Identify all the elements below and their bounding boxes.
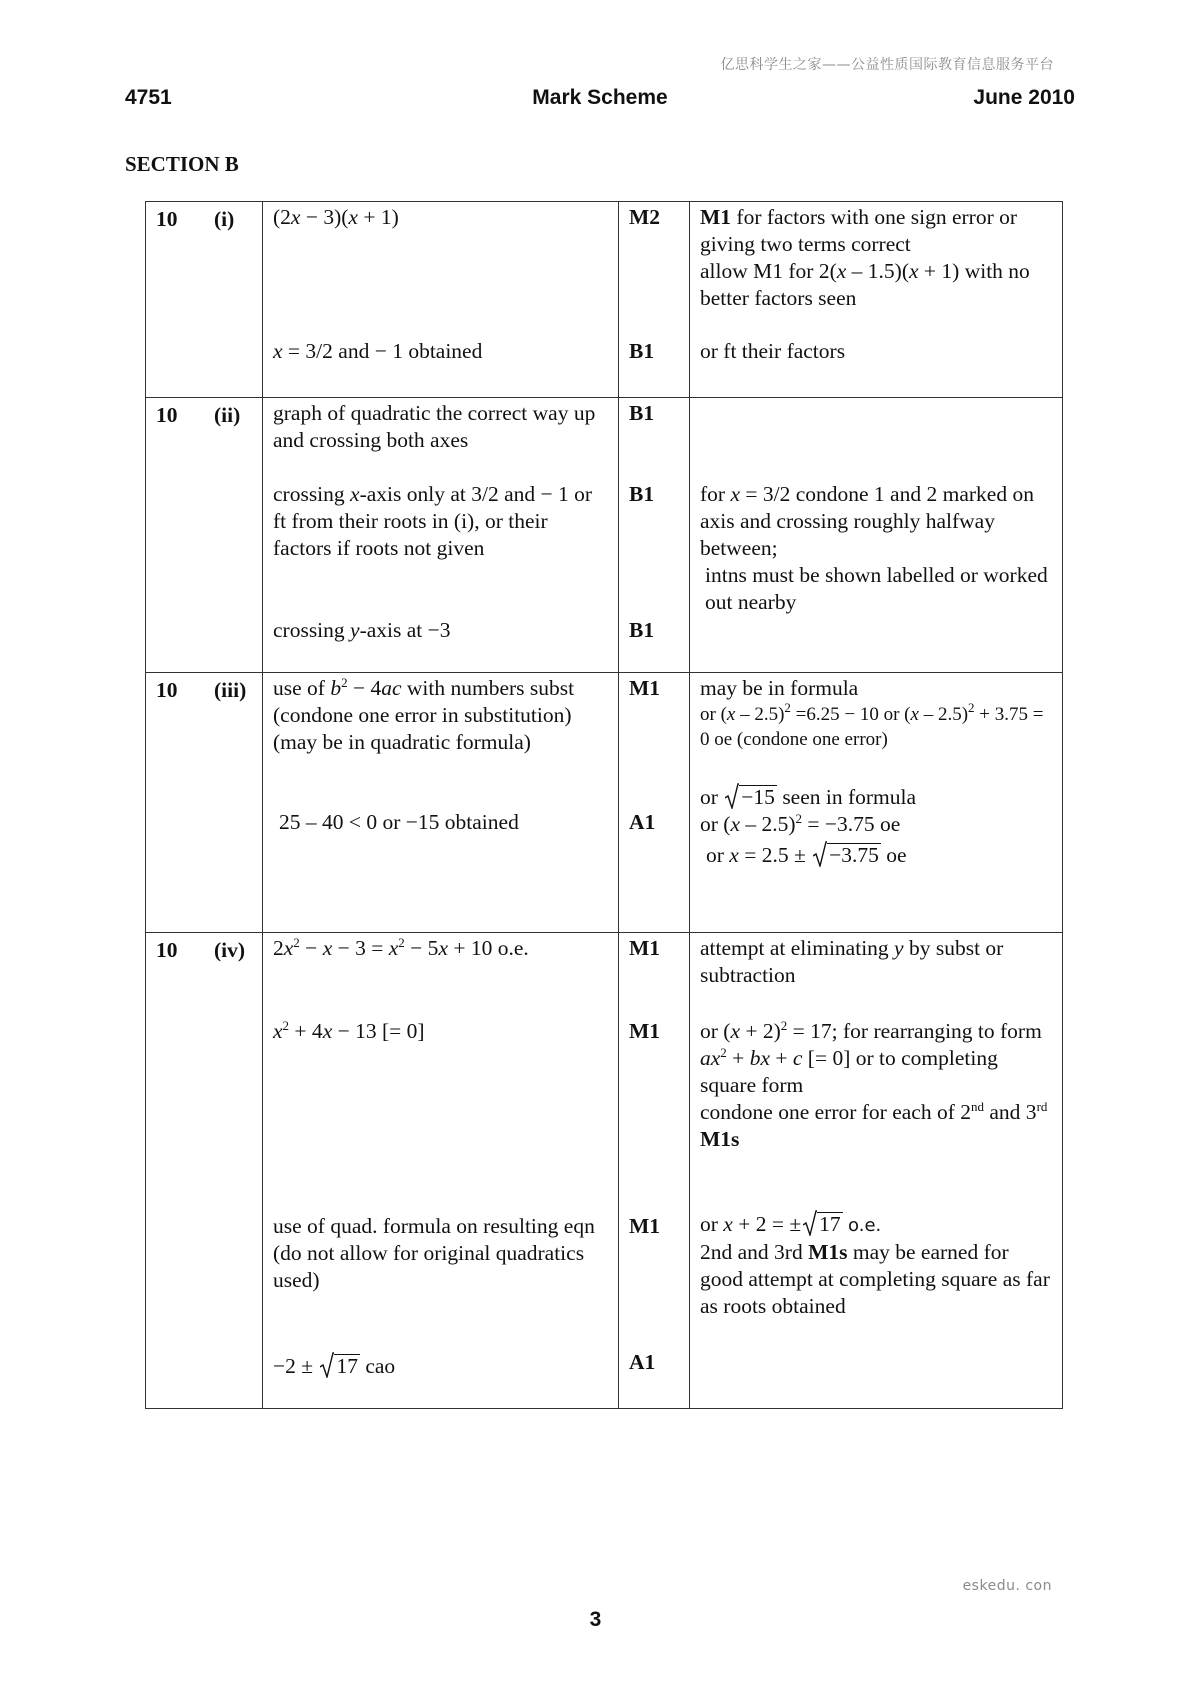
guidance-text: or (x – 2.5)$^2$ =6.25 − 10 or (x – 2.5)$^2$ + 3.75 = 0 oe (condone one error) — [700, 700, 1044, 750]
guidance-text: M1 for factors with one sign error or giving two terms correct — [700, 205, 1018, 256]
answer-cell — [263, 202, 619, 398]
guidance-text: or x = 2.5 ± −3.75 oe — [706, 843, 907, 867]
guidance-text: or (x – 2.5)$^2$ = −3.75 oe — [700, 811, 901, 836]
guidance-text: may be in formula — [700, 676, 859, 700]
question-cell — [146, 673, 263, 933]
mark: B1 — [629, 401, 655, 425]
answer-text: graph of quadratic the correct way up and crossing both axes — [273, 401, 596, 452]
mark: M2 — [629, 205, 661, 229]
guidance-cell — [690, 673, 1063, 933]
mark: B1 — [629, 482, 655, 506]
table-row — [146, 673, 1063, 933]
guidance-cell — [690, 933, 1063, 1409]
guidance-text: allow M1 for 2(x – 1.5)(x + 1) with no better factors seen — [700, 259, 1030, 310]
mark: M1 — [629, 936, 661, 960]
guidance-text: 2nd and 3rd M1s may be earned for good attempt at completing square as far as roots obtained — [700, 1240, 1050, 1318]
guidance-text: condone one error for each of 2nd and 3rd M1s — [700, 1099, 1048, 1151]
mark: A1 — [629, 810, 656, 834]
answer-text: x = 3/2 and − 1 obtained — [273, 339, 483, 363]
guidance-text: for x = 3/2 condone 1 and 2 marked on axis and crossing roughly halfway between; — [700, 482, 1034, 560]
section-title: SECTION B — [125, 152, 239, 176]
question-number: 10 — [156, 207, 178, 231]
question-part: (i) — [214, 207, 235, 231]
table-row — [146, 398, 1063, 673]
question-part: (ii) — [214, 403, 241, 427]
square-root-icon: −3.75 — [813, 842, 881, 869]
guidance-text: intns must be shown labelled or worked out nearby — [705, 563, 1048, 614]
watermark-top: 亿思科学生之家——公益性质国际教育信息服务平台 — [720, 57, 1054, 73]
guidance-text: or $(x + 2)^2 = 17$; for rearranging to form $ax^2$ + bx + c [= 0] or to completing square form — [700, 1018, 1042, 1097]
watermark-bottom: eskedu. con — [962, 1578, 1052, 1594]
square-root-icon: 17 — [320, 1353, 360, 1380]
answer-text: crossing y-axis at −3 — [273, 618, 451, 642]
mark: A1 — [629, 1350, 656, 1374]
question-cell — [146, 933, 263, 1409]
answer-cell — [263, 673, 619, 933]
table-row — [146, 933, 1063, 1409]
answer-text: 25 – 40 < 0 or −15 obtained — [279, 810, 519, 834]
answer-cell — [263, 398, 619, 673]
paper-code: 4751 — [125, 86, 172, 109]
answer-text: crossing x-axis only at 3/2 and − 1 or ft from their roots in (i), or their factors if roots not given — [273, 482, 593, 560]
mark: B1 — [629, 618, 655, 642]
marks-cell — [619, 933, 690, 1409]
question-number: 10 — [156, 678, 178, 702]
answer-text: −2 ± 17 cao — [273, 1354, 396, 1378]
mark: B1 — [629, 339, 655, 363]
mark: M1 — [629, 676, 661, 700]
question-cell — [146, 202, 263, 398]
marks-cell — [619, 398, 690, 673]
question-part: (iii) — [214, 678, 247, 702]
guidance-cell — [690, 398, 1063, 673]
table-row — [146, 202, 1063, 398]
guidance-text: or ft their factors — [700, 339, 846, 363]
mark: M1 — [629, 1214, 661, 1238]
guidance-text: or −15 seen in formula — [700, 785, 917, 809]
page-header — [125, 86, 1075, 116]
marks-cell — [619, 673, 690, 933]
answer-text: (2x − 3)(x + 1) — [273, 205, 399, 229]
guidance-text: attempt at eliminating y by subst or subtraction — [700, 936, 1004, 987]
question-cell — [146, 398, 263, 673]
answer-text: use of quad. formula on resulting eqn (do not allow for original quadratics used) — [273, 1214, 595, 1292]
mark: M1 — [629, 1019, 661, 1043]
answer-text: $x^2 + 4x - 13$ [= 0] — [273, 1018, 425, 1043]
guidance-text: or x + 2 = ± 17 o.e. — [700, 1212, 882, 1236]
answer-text: $2x^2 - x - 3 = x^2 - 5x + 10$ o.e. — [273, 935, 529, 960]
question-part: (iv) — [214, 938, 246, 962]
exam-date: June 2010 — [973, 86, 1075, 109]
page-number: 3 — [589, 1608, 602, 1631]
mark-scheme-table — [145, 201, 1063, 1409]
square-root-icon: −15 — [725, 784, 777, 811]
document-title: Mark Scheme — [532, 86, 668, 109]
answer-cell — [263, 933, 619, 1409]
question-number: 10 — [156, 938, 178, 962]
answer-text: use of $b^2 - 4ac$ with numbers subst (condone one error in substitution) (may be in quadratic formula) — [273, 675, 575, 754]
question-number: 10 — [156, 403, 178, 427]
guidance-cell — [690, 202, 1063, 398]
marks-cell — [619, 202, 690, 398]
square-root-icon: 17 — [803, 1211, 843, 1238]
